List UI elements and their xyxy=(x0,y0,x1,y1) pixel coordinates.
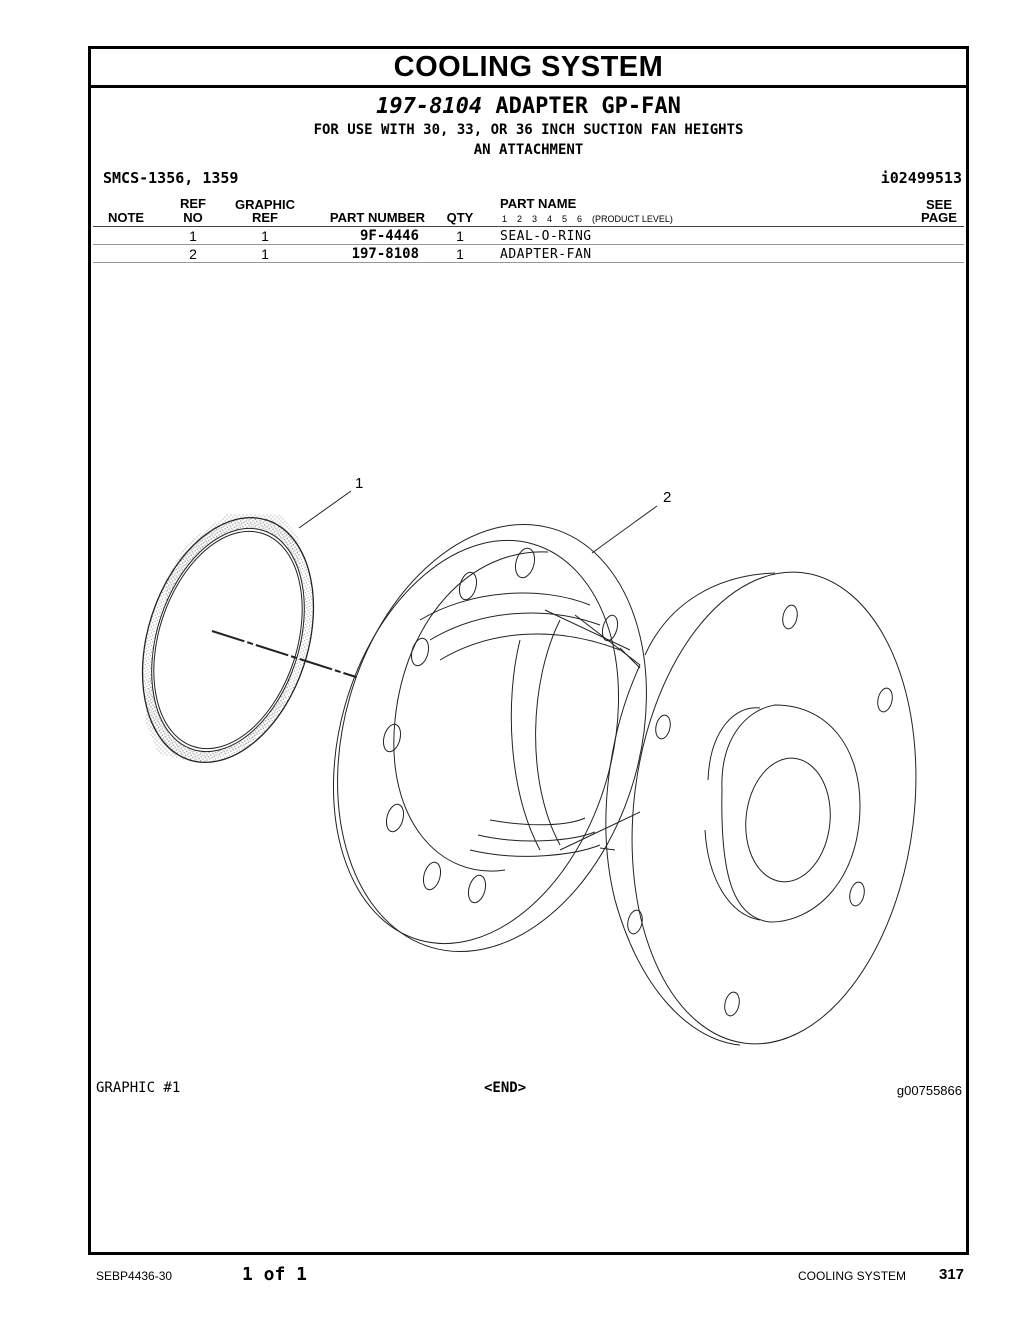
product-levels: 1 2 3 4 5 6 (PRODUCT LEVEL) xyxy=(502,214,673,224)
footer-section: COOLING SYSTEM xyxy=(798,1269,907,1283)
callout-1-leader xyxy=(299,491,351,528)
callout-1: 1 xyxy=(355,475,364,492)
adapter-body xyxy=(420,593,640,856)
graphic-id: g00755866 xyxy=(896,1083,962,1098)
row2-ref-no: 2 xyxy=(189,246,197,262)
smcs-codes: SMCS-1356, 1359 xyxy=(103,169,239,187)
subtitle-usage: FOR USE WITH 30, 33, OR 36 INCH SUCTION FAN HEIGHTS xyxy=(313,122,744,138)
callout-2-leader xyxy=(592,506,657,553)
illustration-id: i02499513 xyxy=(880,169,962,187)
row2-graphic-ref: 1 xyxy=(261,246,269,262)
row1-qty: 1 xyxy=(456,228,464,244)
adapter-front-flange xyxy=(606,556,942,1061)
row1-ref-no: 1 xyxy=(189,228,197,244)
row1-graphic-ref: 1 xyxy=(261,228,269,244)
col-qty: QTY xyxy=(446,210,474,225)
row2-part-number[interactable]: 197-8108 xyxy=(351,246,419,262)
row1-part-number[interactable]: 9F-4446 xyxy=(359,228,419,244)
group-name: ADAPTER GP-FAN xyxy=(495,94,681,119)
col-graphic-ref-top: GRAPHIC xyxy=(235,197,295,212)
col-part-number: PART NUMBER xyxy=(329,210,425,225)
row2-part-name: ADAPTER-FAN xyxy=(500,247,592,262)
page-of: 1 of 1 xyxy=(242,1264,308,1285)
end-marker: <END> xyxy=(484,1080,527,1096)
seal-o-ring-part xyxy=(113,495,343,784)
col-part-name: PART NAME xyxy=(500,196,577,211)
section-title: COOLING SYSTEM xyxy=(91,49,966,88)
col-see-page-bottom: PAGE xyxy=(921,210,957,225)
row1-part-name: SEAL-O-RING xyxy=(500,229,592,244)
col-ref-no-bottom: NO xyxy=(183,210,203,225)
page-number: 317 xyxy=(939,1266,965,1283)
publication-number: SEBP4436-30 xyxy=(96,1269,173,1283)
col-see-page-top: SEE xyxy=(925,197,952,212)
col-note: NOTE xyxy=(107,210,145,225)
adapter-back-flange xyxy=(288,488,694,989)
callout-2: 2 xyxy=(663,489,672,506)
row2-qty: 1 xyxy=(456,246,464,262)
subtitle-attachment: AN ATTACHMENT xyxy=(473,142,584,158)
graphic-label: GRAPHIC #1 xyxy=(96,1080,181,1096)
col-ref-no-top: REF xyxy=(180,196,206,211)
col-graphic-ref-bottom: REF xyxy=(252,210,278,225)
group-number: 197-8104 xyxy=(376,94,483,119)
